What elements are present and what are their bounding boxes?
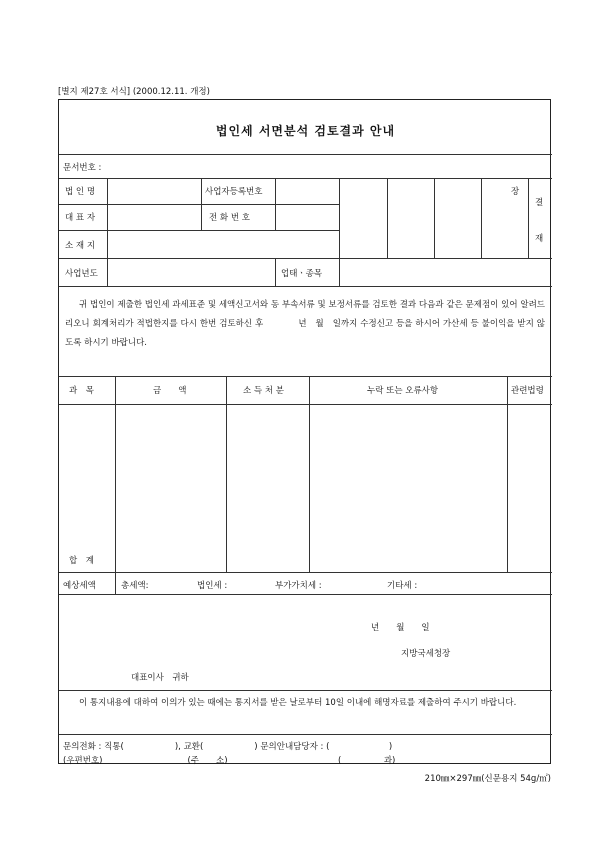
cell-border <box>507 376 508 572</box>
form-number-note: [별지 제27호 서식] (2000.12.11. 개정) <box>58 87 210 97</box>
divider <box>59 594 552 595</box>
divider <box>59 286 552 287</box>
corp-tax-label: 법인세 : <box>197 581 228 591</box>
body-notice: 귀 법인이 제출한 법인세 과세표준 및 세액신고서와 동 부속서류 및 보정서류를 검토한 결과 다음과 같은 문제점이 있어 알려드리오니 회계처리가 적법한지를 다시 한번 검토하신 후 년 월 일까지 수정신고 등을 하시어 가산세 등 불이익을 받지 않도록 하시기 바랍니다. <box>65 300 545 348</box>
cell-border <box>309 376 310 572</box>
cell-border <box>201 178 202 230</box>
phone-label: 전 화 번 호 <box>209 213 250 223</box>
cell-border <box>107 178 108 258</box>
divider <box>59 154 552 155</box>
cell-border <box>339 178 340 286</box>
divider <box>59 204 339 205</box>
addressee: 대표이사 귀하 <box>131 673 189 683</box>
cell-border <box>275 258 276 286</box>
cell-border <box>107 258 108 286</box>
col-disposal: 소 득 처 분 <box>243 386 284 396</box>
divider <box>59 404 552 405</box>
col-law: 관련법령 <box>511 386 544 396</box>
cell-border <box>275 178 276 230</box>
divider <box>59 572 552 573</box>
cell-border <box>481 178 482 258</box>
cell-border <box>434 178 435 258</box>
divider <box>59 230 339 231</box>
representative-label: 대 표 자 <box>65 213 96 223</box>
divider <box>59 734 552 735</box>
total-tax-label: 총세액: <box>121 581 149 591</box>
cell-border <box>115 376 116 572</box>
total-label: 합 계 <box>69 556 94 566</box>
divider <box>59 178 552 179</box>
corp-name-label: 법 인 명 <box>65 187 96 197</box>
vat-label: 부가가치세 : <box>275 581 322 591</box>
col-item: 과 목 <box>69 386 94 396</box>
divider <box>59 690 552 691</box>
cell-border <box>528 178 529 258</box>
approval-label-2: 재 <box>535 234 544 244</box>
address-label: 소 재 지 <box>65 241 96 251</box>
expected-tax-label: 예상세액 <box>63 581 96 591</box>
cell-border <box>115 572 116 594</box>
date-line: 년 월 일 <box>371 623 430 633</box>
divider <box>59 376 552 377</box>
form-frame <box>58 99 551 764</box>
objection-notice: 이 통지내용에 대하여 이의가 있는 때에는 통지서를 받은 날로부터 10일 이내에 해명자료를 제출하여 주시기 바랍니다. <box>79 698 517 708</box>
biz-year-label: 사업년도 <box>65 269 98 279</box>
cell-border <box>387 178 388 258</box>
doc-no-label: 문서번호 : <box>63 163 102 173</box>
col-omission: 누락 또는 오류사항 <box>367 386 439 396</box>
contact-line-1: 문의전화 : 직통( ), 교환( ) 문의안내담당자 : ( ) <box>63 742 393 752</box>
other-tax-label: 기타세 : <box>387 581 418 591</box>
approval-head-label: 장 <box>511 187 520 197</box>
paper-size-note: 210㎜×297㎜(신문용지 54g/㎡) <box>424 774 551 784</box>
approval-label-1: 결 <box>535 198 544 208</box>
cell-border <box>226 376 227 572</box>
issuing-office: 지방국세청장 <box>401 649 451 659</box>
form-title: 법인세 서면분석 검토결과 안내 <box>215 124 396 138</box>
divider <box>59 258 552 259</box>
col-amount: 금 액 <box>153 386 187 396</box>
biz-reg-no-label: 사업자등록번호 <box>205 187 263 197</box>
industry-label: 업태ㆍ종목 <box>281 269 323 279</box>
contact-line-2: (우편번호) (주 소) ( 과) <box>63 756 396 766</box>
